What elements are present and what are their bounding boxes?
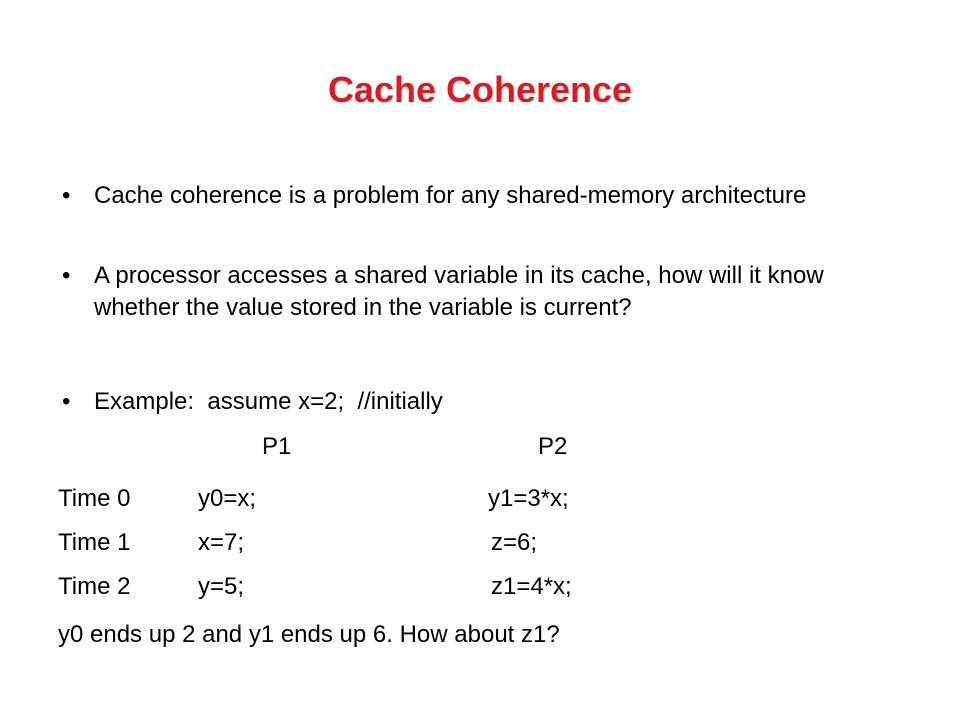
bullet-text: A processor accesses a shared variable in its cache, how will it know whether the value stored in the variable is current? — [94, 262, 824, 321]
row-p2-statement: z=6; — [491, 529, 538, 556]
row-time-label: Time 2 — [58, 573, 131, 600]
row-p1-statement: y0=x; — [198, 485, 257, 512]
bullet-text: Example: assume x=2; //initially — [94, 388, 443, 415]
conclusion-text: y0 ends up 2 and y1 ends up 6. How about z1? — [58, 621, 560, 648]
row-p1-statement: y=5; — [198, 573, 245, 600]
bullet-dot: • — [62, 182, 71, 209]
row-time-label: Time 1 — [58, 529, 131, 556]
bullet-item — [62, 180, 882, 212]
row-time-label: Time 0 — [58, 485, 131, 512]
bullet-item — [62, 386, 882, 418]
header-p2: P2 — [538, 433, 568, 460]
row-p1-statement: x=7; — [198, 529, 245, 556]
bullet-dot: • — [62, 388, 71, 415]
bullet-dot: • — [62, 262, 71, 289]
bullet-item — [62, 260, 882, 324]
slide-title: Cache Coherence — [327, 69, 633, 110]
bullet-text: Cache coherence is a problem for any shared-memory architecture — [94, 182, 807, 209]
header-p1: P1 — [262, 433, 292, 460]
row-p2-statement: y1=3*x; — [488, 485, 569, 512]
row-p2-statement: z1=4*x; — [491, 573, 572, 600]
